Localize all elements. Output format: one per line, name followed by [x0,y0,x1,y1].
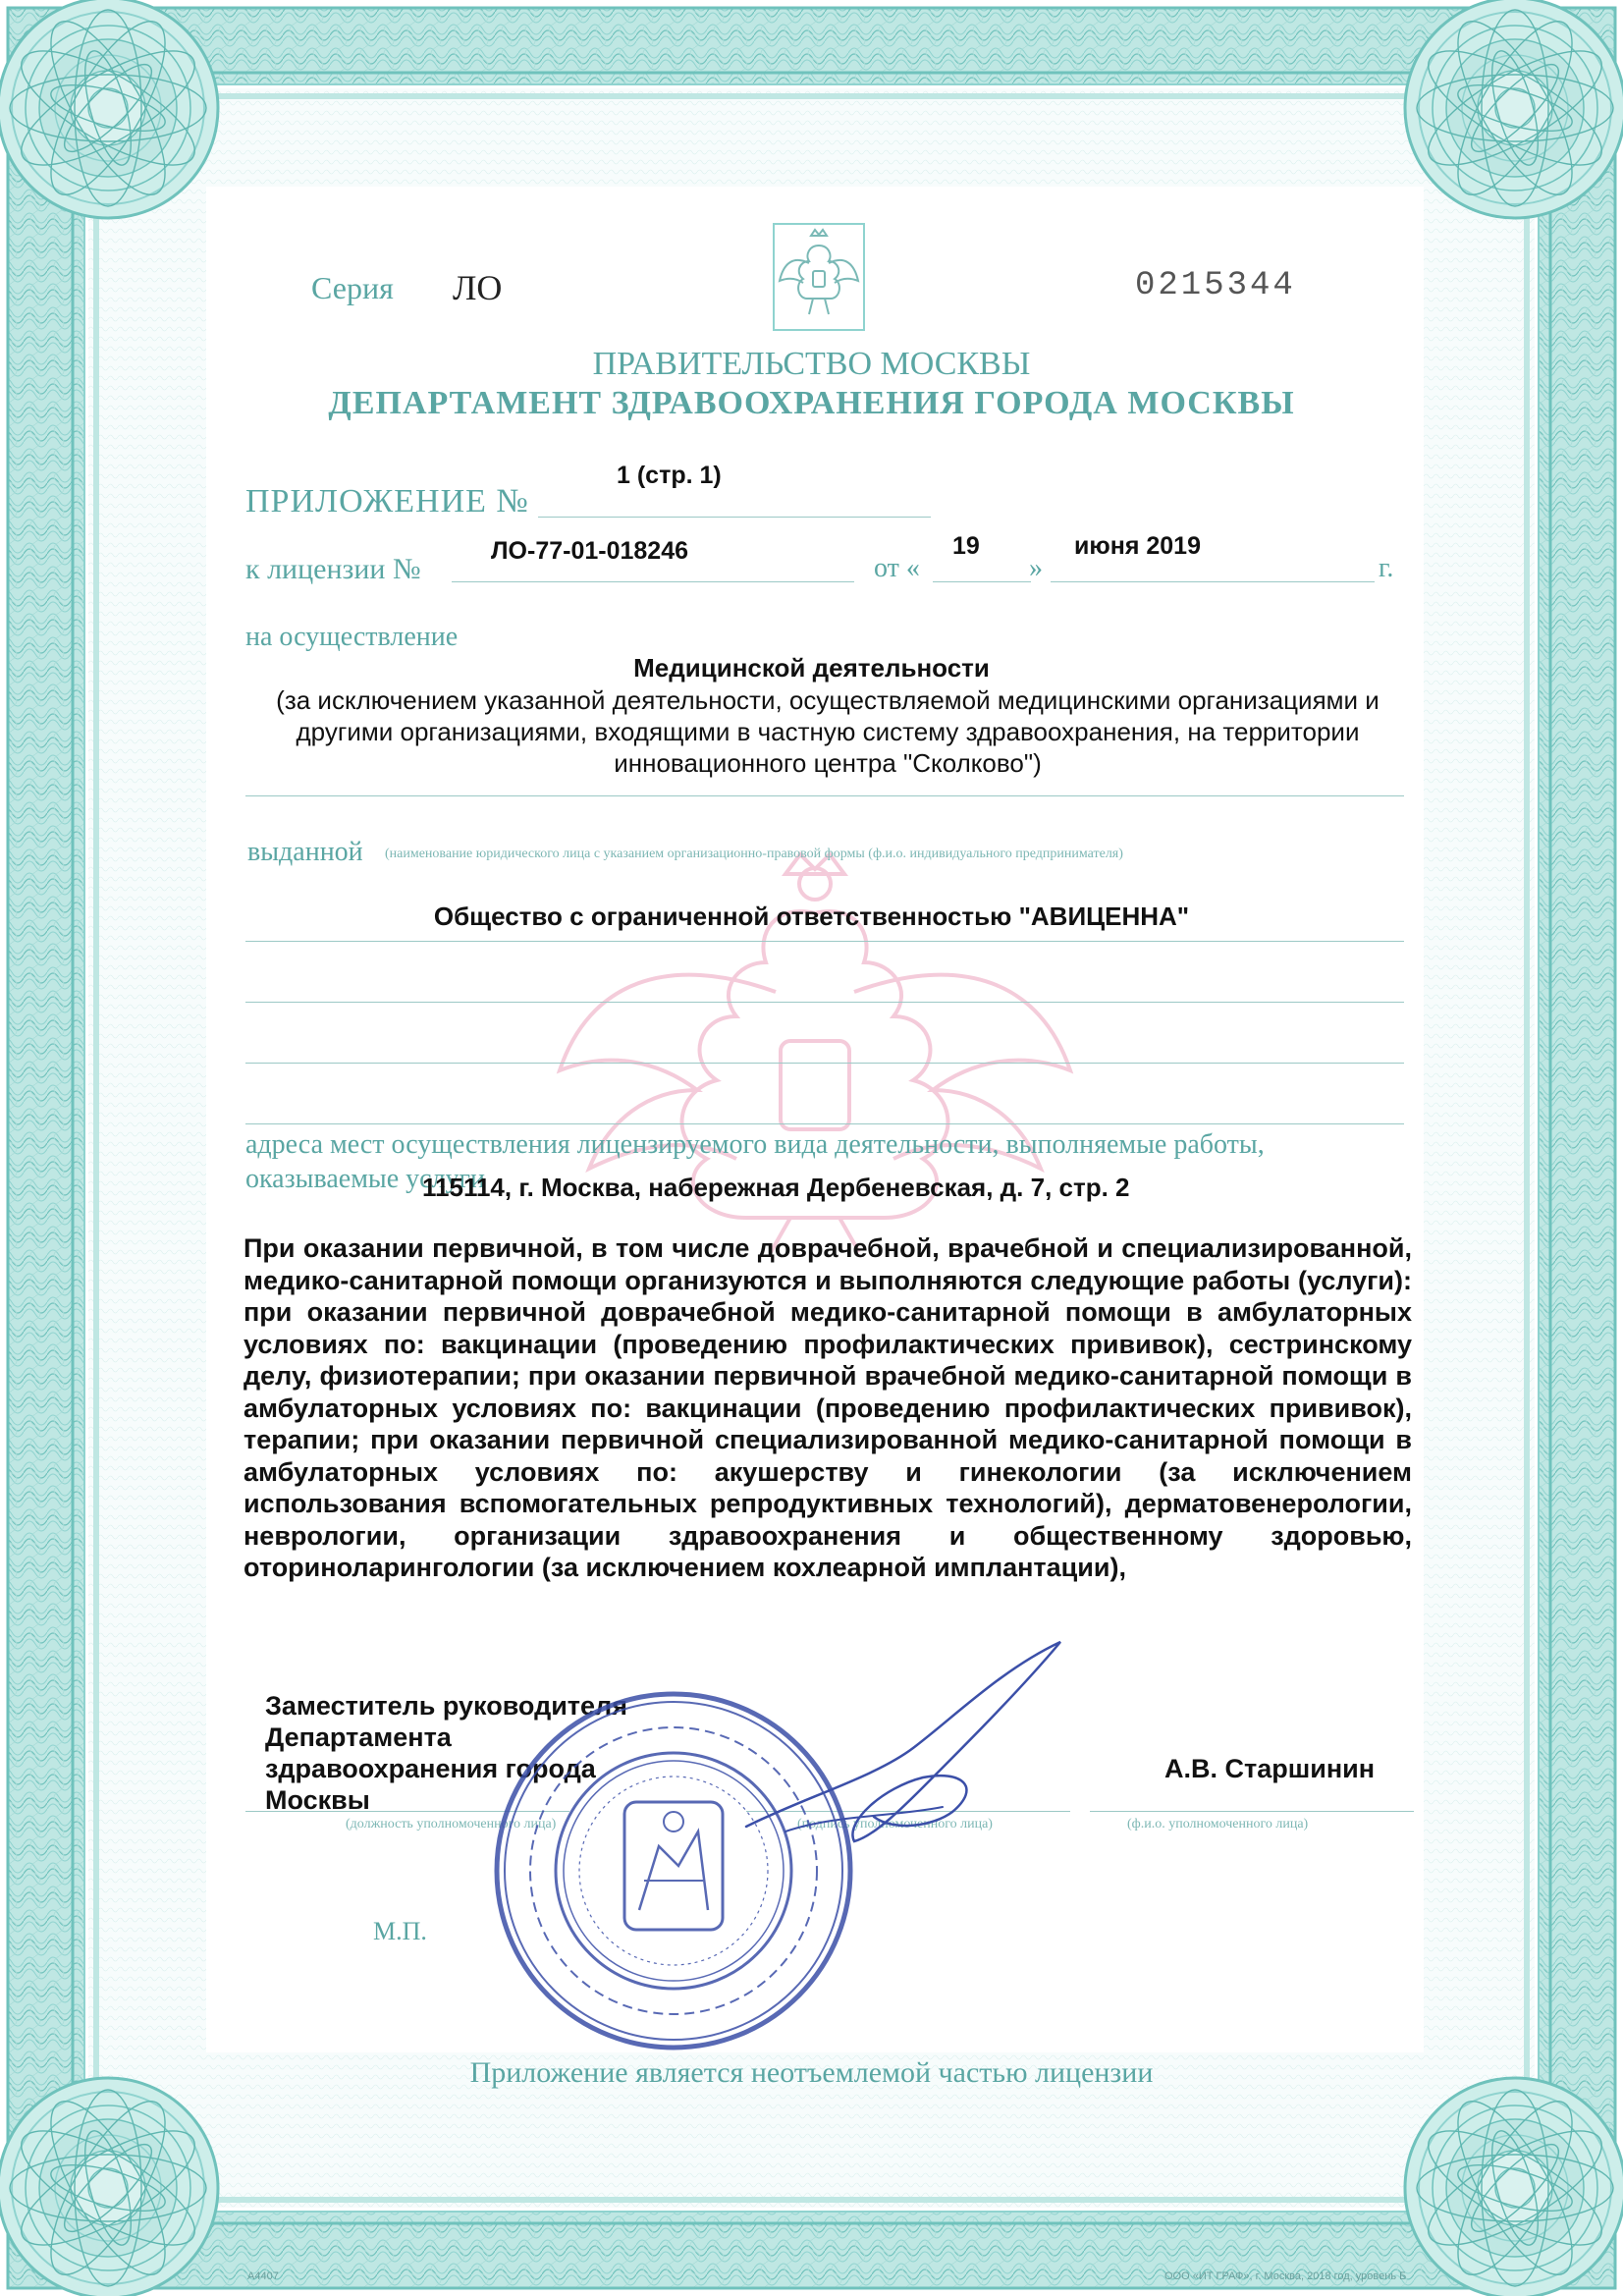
services-text: При оказании первичной, в том числе доврачебной, врачебной и специализированной, медико-санитарной помощи организуются и выполняются следующие работы (услуги): при оказании первичной доврачебной медико-санитарной помощи в амбулаторных условиях по: вакцинации (проведению профилактических прививок), сестринскому делу, физиотерапии; при оказании первичной врачебной медико-санитарной помощи в амбулаторных условиях по: вакцинации (проведению профилактических прививок), терапии; при оказании первичной специализированной медико-санитарной помощи в амбулаторных условиях по: акушерству и гинекологии (за исключением использования вспомогательных репродуктивных технологий), дерматовенерологии, неврологии, организации здравоохранения и общественному здоровью, оториноларингологии (за исключением кохлеарной имплантации), [243,1233,1412,1582]
corner-rosette [1405,0,1623,218]
issued-label: выданной [247,837,363,867]
appendix-line [538,517,931,518]
organization-line-2 [245,1002,1404,1003]
caption-position: (должность уполномоченного лица) [346,1817,557,1831]
handwritten-signature [727,1630,1100,1866]
organization-line [245,941,1404,942]
caption-signature: (подпись уполномоченного лица) [797,1817,993,1831]
caption-name: (ф.и.о. уполномоченного лица) [1127,1817,1309,1831]
signatory-position-line4: Москвы [265,1785,370,1815]
issued-caption: (наименование юридического лица с указанием организационно-правовой формы (ф.и.о. индивидуального предпринимателя) [385,847,1123,861]
license-label: к лицензии № [245,553,421,585]
print-code-right: ООО «ИТ ГРАФ», г. Москва, 2018 год, уровень Б [1164,2270,1407,2282]
license-day-close: » [1029,553,1043,583]
stamp-label: М.П. [373,1917,427,1945]
series-value: ЛО [453,268,503,307]
coat-of-arms-icon [772,222,866,332]
license-day: 19 [952,532,980,560]
address-value: 115114, г. Москва, набережная Дербеневская, д. 7, стр. 2 [422,1173,1130,1202]
activity-line [245,795,1404,796]
license-month-year: июня 2019 [1074,532,1201,560]
signatory-position-line3: здравоохранения города [265,1754,596,1783]
address-label-line1: адреса мест осуществления лицензируемого вида деятельности, выполняемые работы, [245,1129,1265,1160]
footer-note: Приложение является неотъемлемой частью лицензии [469,2056,1154,2089]
license-form-number: 0215344 [1135,267,1296,304]
government-title: ПРАВИТЕЛЬСТВО МОСКВЫ [592,346,1031,382]
activity-note: (за исключением указанной деятельности, осуществляемой медицинскими организациями и другими организациями, входящими в частную систему здравоохранения, на территории инновационного центра "Сколково") [276,685,1380,778]
signatory-position-line1: Заместитель руководителя [265,1691,627,1721]
appendix-label: ПРИЛОЖЕНИЕ № [245,483,529,519]
license-from-label: от « [874,553,920,583]
signature-line-name [1090,1811,1414,1812]
activity-title: Медицинской деятельности [633,653,990,683]
organization-name: Общество с ограниченной ответственностью "АВИЦЕННА" [433,902,1190,931]
print-code-left: А4407 [247,2270,279,2282]
series-label: Серия [311,270,394,305]
signatory-name: А.В. Старшинин [1164,1754,1376,1783]
license-date-line [1051,581,1375,582]
license-year-suffix: г. [1379,553,1394,583]
address-label-line2: оказываемые услуги [245,1164,486,1194]
organization-line-3 [245,1063,1404,1064]
corner-rosette [0,0,218,218]
department-title: ДЕПАРТАМЕНТ ЗДРАВООХРАНЕНИЯ ГОРОДА МОСКВЫ [328,385,1295,421]
organization-line-4 [245,1123,1404,1124]
appendix-value: 1 (стр. 1) [617,462,722,489]
license-number-line [452,581,854,582]
corner-rosette [0,2078,218,2296]
signatory-position-line2: Департамента [265,1722,452,1752]
license-day-line [933,581,1031,582]
corner-rosette [1405,2078,1623,2296]
license-number: ЛО-77-01-018246 [491,537,689,565]
activity-label: на осуществление [245,622,459,652]
